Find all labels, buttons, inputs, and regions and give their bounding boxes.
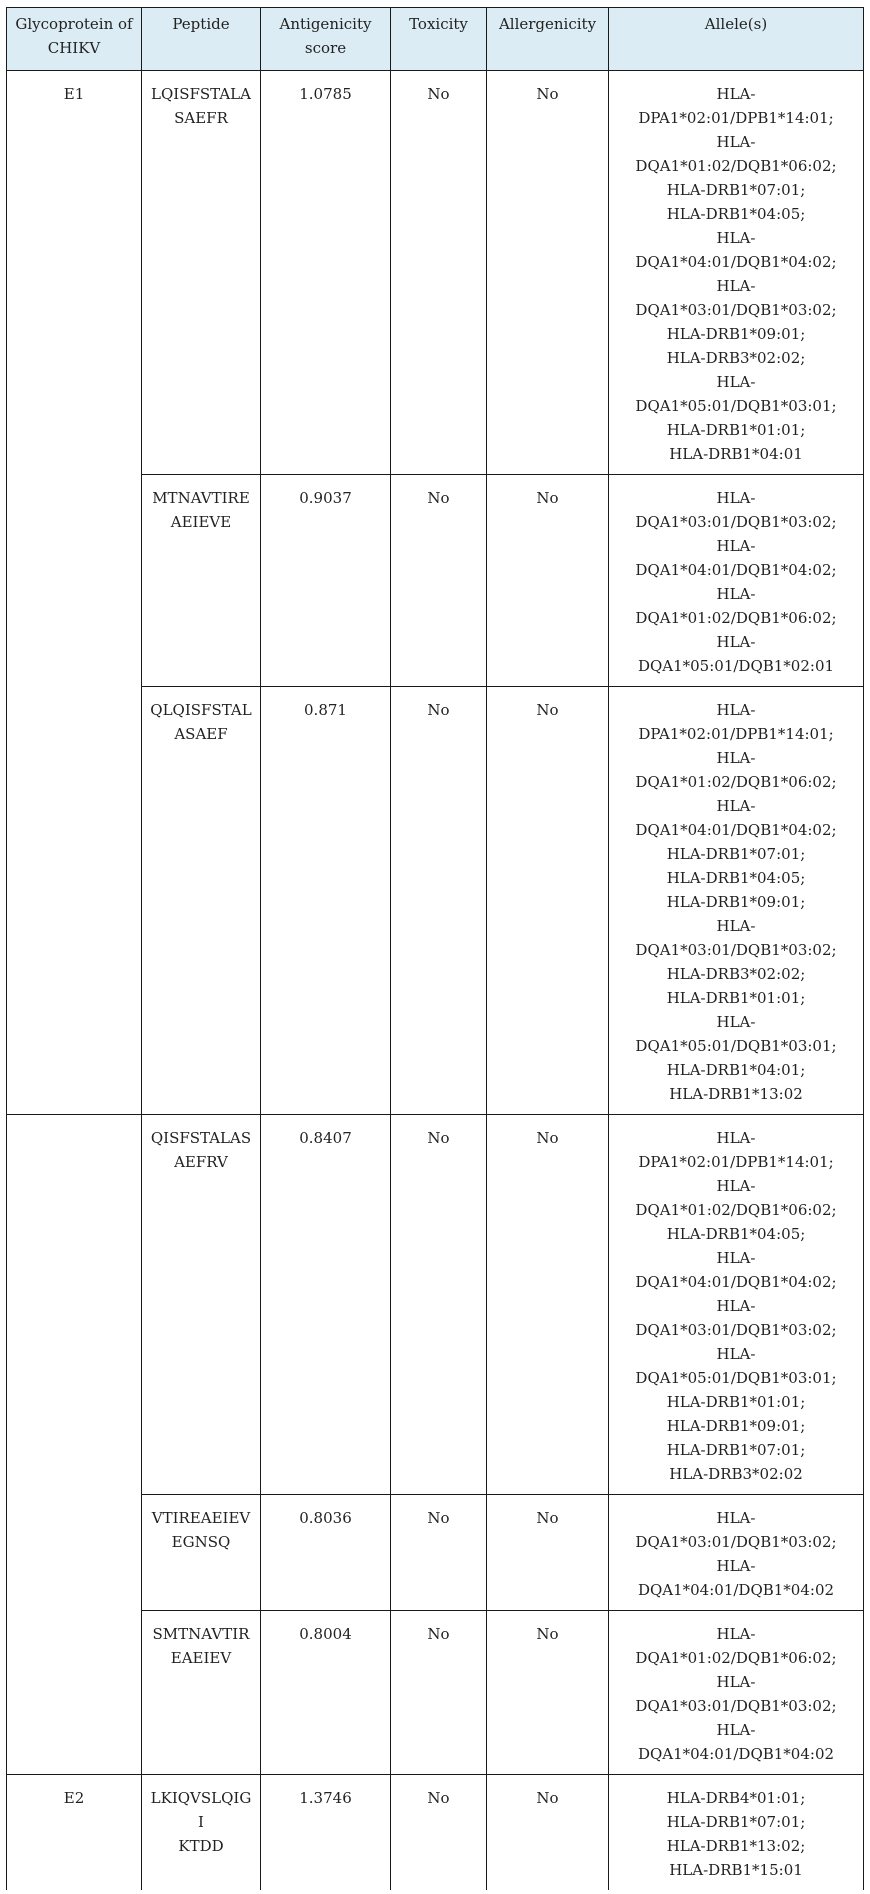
alleles-cell (609, 1495, 864, 1611)
alleles-cell-line: HLA- (716, 749, 756, 767)
alleles-cell-line: HLA- (716, 373, 756, 391)
alleles-cell-line: DQA1*05:01/DQB1*03:01; (635, 1037, 837, 1055)
antigenicity-score-cell: 0.8036 (261, 1495, 391, 1611)
alleles-cell-line: HLA-DRB1*07:01; (666, 845, 806, 863)
table-body (7, 71, 864, 1891)
alleles-cell-line: DQA1*05:01/DQB1*03:01; (635, 397, 837, 415)
peptide-cell-line: AEIEVE (170, 513, 232, 531)
peptide-cell-line: QISFSTALAS (150, 1129, 252, 1147)
alleles-cell-line: DPA1*02:01/DPB1*14:01; (638, 1153, 834, 1171)
alleles-cell-line: HLA-DRB1*04:05; (666, 205, 806, 223)
peptide-cell (142, 687, 261, 1115)
alleles-cell-line: DQA1*04:01/DQB1*04:02 (637, 1581, 835, 1599)
alleles-cell-line: HLA- (716, 1721, 756, 1739)
peptide-cell (142, 475, 261, 687)
antigenicity-score-cell: 0.871 (261, 687, 391, 1115)
peptide-cell-line: SAEFR (174, 109, 228, 127)
allergenicity-cell: No (487, 1611, 609, 1775)
header-glycoprotein: Glycoprotein of CHIKV (7, 8, 142, 71)
alleles-cell-line: DQA1*04:01/DQB1*04:02; (635, 821, 837, 839)
alleles-cell (609, 475, 864, 687)
alleles-cell-line: HLA-DRB1*04:05; (666, 1225, 806, 1243)
alleles-cell-line: HLA-DRB1*04:05; (666, 869, 806, 887)
antigenicity-score-cell: 0.8407 (261, 1115, 391, 1495)
alleles-cell (609, 1115, 864, 1495)
antigenicity-score-cell: 1.0785 (261, 71, 391, 475)
alleles-cell-line: HLA-DRB1*09:01; (666, 325, 806, 343)
alleles-cell-line: HLA- (716, 277, 756, 295)
alleles-cell-line: HLA-DRB1*01:01; (666, 989, 806, 1007)
alleles-cell-line: DQA1*01:02/DQB1*06:02; (635, 1649, 837, 1667)
toxicity-cell: No (391, 1115, 487, 1495)
peptide-cell-line: LKIQVSLQIGI (150, 1789, 252, 1831)
header-peptide: Peptide (142, 8, 261, 71)
peptide-cell-line: KTDD (178, 1837, 224, 1855)
alleles-cell (609, 1611, 864, 1775)
peptide-cell (142, 71, 261, 475)
alleles-cell-line: HLA-DRB1*04:01; (666, 1061, 806, 1079)
peptide-cell-line: AEFRV (174, 1153, 228, 1171)
table-row (7, 71, 864, 475)
toxicity-cell: No (391, 475, 487, 687)
alleles-cell-line: HLA-DRB1*01:01; (666, 421, 806, 439)
antigenicity-score-cell: 0.9037 (261, 475, 391, 687)
glycoprotein-cell: E1 (7, 71, 142, 1115)
alleles-cell-line: HLA- (716, 1345, 756, 1363)
alleles-cell-line: HLA- (716, 1177, 756, 1195)
table-row (7, 1775, 864, 1891)
toxicity-cell: No (391, 71, 487, 475)
epitope-table-container (6, 7, 863, 1890)
peptide-cell-line: LQISFSTALA (151, 85, 251, 103)
alleles-cell-line: DQA1*03:01/DQB1*03:02; (635, 1321, 837, 1339)
alleles-cell-line: DQA1*01:02/DQB1*06:02; (635, 773, 837, 791)
alleles-cell-line: DQA1*05:01/DQB1*03:01; (635, 1369, 837, 1387)
alleles-cell-line: HLA-DRB1*09:01; (666, 893, 806, 911)
toxicity-cell: No (391, 1495, 487, 1611)
alleles-cell-line: DQA1*03:01/DQB1*03:02; (635, 1533, 837, 1551)
peptide-cell-line: MTNAVTIRE (152, 489, 250, 507)
alleles-cell-line: DQA1*04:01/DQB1*04:02; (635, 253, 837, 271)
alleles-cell-line: HLA- (716, 1673, 756, 1691)
alleles-cell-line: HLA-DRB1*04:01 (669, 445, 803, 463)
alleles-cell-line: HLA-DRB1*15:01 (669, 1861, 803, 1879)
alleles-cell-line: HLA- (716, 85, 756, 103)
alleles-cell-line: HLA- (716, 229, 756, 247)
peptide-cell (142, 1611, 261, 1775)
alleles-cell-line: DPA1*02:01/DPB1*14:01; (638, 725, 834, 743)
peptide-cell-line: SMTNAVTIR (152, 1625, 250, 1643)
alleles-cell-line: DQA1*05:01/DQB1*02:01 (637, 657, 835, 675)
peptide-cell-line: VTIREAEIEV (151, 1509, 251, 1527)
header-row (7, 8, 864, 71)
peptide-cell-line: EAEIEV (170, 1649, 232, 1667)
alleles-cell-line: HLA- (716, 1625, 756, 1643)
header-alleles: Allele(s) (609, 8, 864, 71)
alleles-cell-line: HLA- (716, 1557, 756, 1575)
header-antigenicity-score: Antigenicity score (261, 8, 391, 71)
alleles-cell-line: HLA-DRB1*09:01; (666, 1417, 806, 1435)
allergenicity-cell: No (487, 1495, 609, 1611)
epitope-table (6, 7, 864, 1890)
alleles-cell-line: DQA1*03:01/DQB1*03:02; (635, 1697, 837, 1715)
peptide-cell (142, 1775, 261, 1891)
glycoprotein-cell: E2 (7, 1775, 142, 1891)
allergenicity-cell: No (487, 1775, 609, 1891)
toxicity-cell: No (391, 1611, 487, 1775)
antigenicity-score-cell: 0.8004 (261, 1611, 391, 1775)
alleles-cell-line: DQA1*03:01/DQB1*03:02; (635, 301, 837, 319)
allergenicity-cell: No (487, 71, 609, 475)
alleles-cell-line: HLA- (716, 1013, 756, 1031)
alleles-cell-line: HLA-DRB1*07:01; (666, 181, 806, 199)
alleles-cell (609, 71, 864, 475)
peptide-cell-line: QLQISFSTAL (150, 701, 252, 719)
alleles-cell-line: DQA1*01:02/DQB1*06:02; (635, 157, 837, 175)
alleles-cell-line: DQA1*04:01/DQB1*04:02 (637, 1745, 835, 1763)
alleles-cell (609, 1775, 864, 1891)
alleles-cell-line: DQA1*03:01/DQB1*03:02; (635, 513, 837, 531)
header-toxicity: Toxicity (391, 8, 487, 71)
alleles-cell-line: HLA-DRB3*02:02; (666, 965, 806, 983)
alleles-cell-line: HLA- (716, 1297, 756, 1315)
header-allergenicity: Allergenicity (487, 8, 609, 71)
alleles-cell-line: HLA-DRB1*07:01; (666, 1441, 806, 1459)
alleles-cell-line: HLA- (716, 1129, 756, 1147)
alleles-cell-line: HLA-DRB1*13:02; (666, 1837, 806, 1855)
toxicity-cell: No (391, 687, 487, 1115)
alleles-cell-line: HLA- (716, 701, 756, 719)
alleles-cell-line: HLA-DRB1*13:02 (669, 1085, 803, 1103)
peptide-cell-line: ASAEF (174, 725, 228, 743)
alleles-cell-line: HLA-DRB4*01:01; (666, 1789, 806, 1807)
table-row (7, 1115, 864, 1495)
alleles-cell-line: DQA1*04:01/DQB1*04:02; (635, 1273, 837, 1291)
antigenicity-score-cell: 1.3746 (261, 1775, 391, 1891)
alleles-cell-line: HLA- (716, 797, 756, 815)
peptide-cell-line: EGNSQ (171, 1533, 231, 1551)
alleles-cell-line: HLA- (716, 133, 756, 151)
allergenicity-cell: No (487, 687, 609, 1115)
alleles-cell-line: DPA1*02:01/DPB1*14:01; (638, 109, 834, 127)
alleles-cell-line: HLA- (716, 1249, 756, 1267)
alleles-cell-line: HLA-DRB1*07:01; (666, 1813, 806, 1831)
peptide-cell (142, 1495, 261, 1611)
alleles-cell-line: DQA1*03:01/DQB1*03:02; (635, 941, 837, 959)
alleles-cell-line: DQA1*01:02/DQB1*06:02; (635, 1201, 837, 1219)
allergenicity-cell: No (487, 475, 609, 687)
allergenicity-cell: No (487, 1115, 609, 1495)
alleles-cell-line: DQA1*01:02/DQB1*06:02; (635, 609, 837, 627)
toxicity-cell: No (391, 1775, 487, 1891)
alleles-cell-line: HLA- (716, 917, 756, 935)
alleles-cell-line: HLA-DRB1*01:01; (666, 1393, 806, 1411)
alleles-cell-line: HLA- (716, 633, 756, 651)
alleles-cell-line: HLA- (716, 585, 756, 603)
alleles-cell (609, 687, 864, 1115)
alleles-cell-line: HLA- (716, 1509, 756, 1527)
alleles-cell-line: HLA- (716, 537, 756, 555)
alleles-cell-line: HLA- (716, 489, 756, 507)
alleles-cell-line: HLA-DRB3*02:02 (669, 1465, 803, 1483)
peptide-cell (142, 1115, 261, 1495)
alleles-cell-line: DQA1*04:01/DQB1*04:02; (635, 561, 837, 579)
alleles-cell-line: HLA-DRB3*02:02; (666, 349, 806, 367)
glycoprotein-cell (7, 1115, 142, 1775)
